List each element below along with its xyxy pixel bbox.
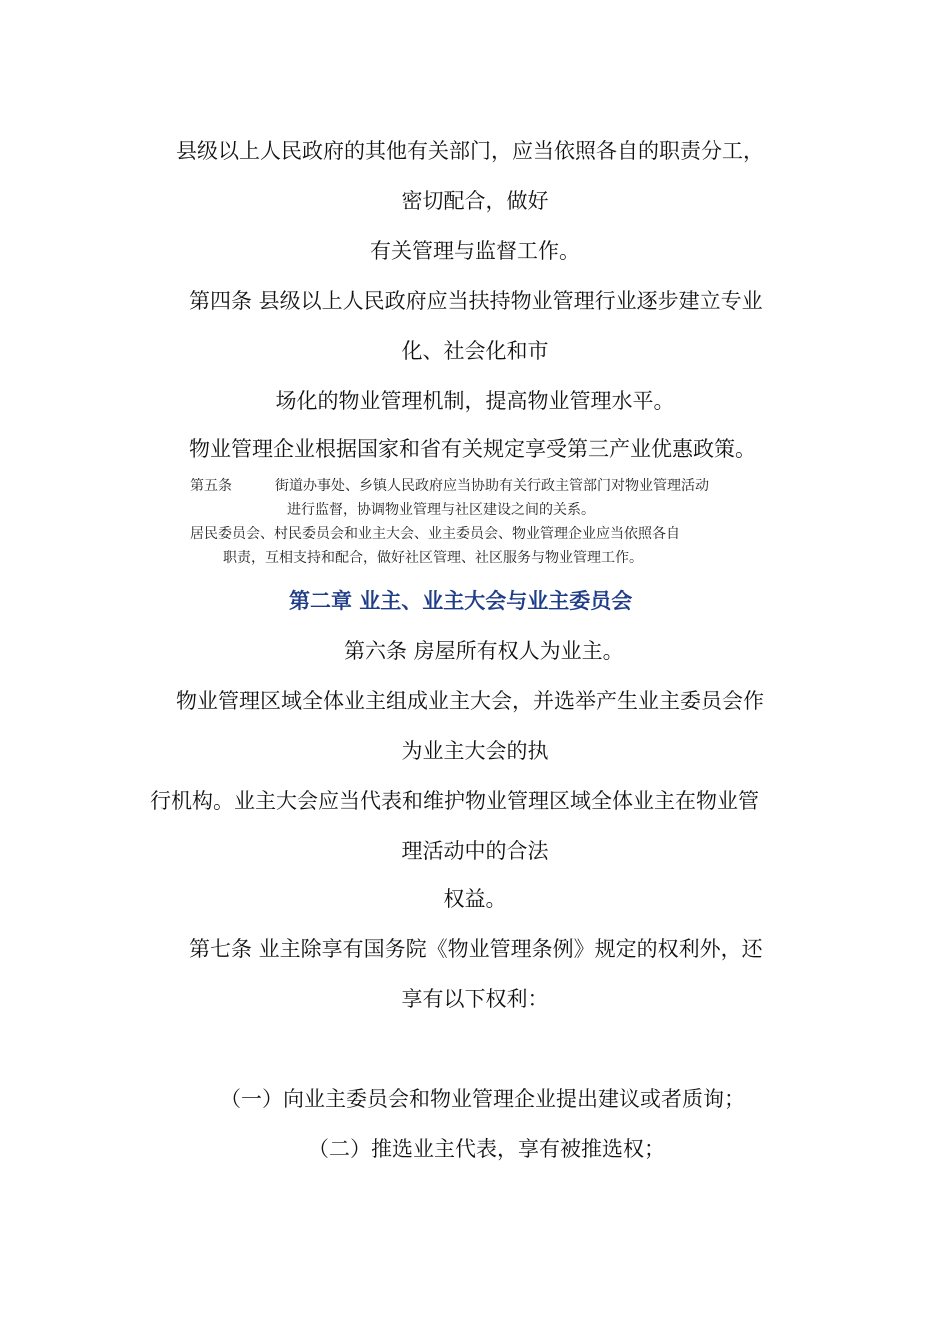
article-5-label: 第五条 [190, 478, 232, 494]
text-line: 物业管理企业根据国家和省有关规定享受第三产业优惠政策。 [189, 437, 756, 461]
text-line: 进行监督，协调物业管理与社区建设之间的关系。 [287, 502, 595, 518]
text-line: 居民委员会、村民委员会和业主大会、业主委员会、物业管理企业应当依照各自 [190, 526, 680, 542]
list-item: （二）推选业主代表，享有被推选权； [308, 1137, 665, 1161]
text-line: 行机构。业主大会应当代表和维护物业管理区域全体业主在物业管 [150, 789, 759, 813]
article-6-line: 第六条 房屋所有权人为业主。 [344, 639, 624, 663]
text-line: 密切配合，做好 [401, 189, 549, 213]
list-item: （一）向业主委员会和物业管理企业提出建议或者质询； [220, 1087, 745, 1111]
text-line: 理活动中的合法 [401, 839, 549, 863]
article-4-line: 第四条 县级以上人民政府应当扶持物业管理行业逐步建立专业 [189, 289, 763, 313]
text-line: 场化的物业管理机制，提高物业管理水平。 [275, 389, 675, 413]
text-line: 权益。 [443, 887, 507, 911]
text-line: 化、社会化和市 [401, 339, 549, 363]
text-line: 为业主大会的执 [401, 739, 549, 763]
text-line: 物业管理区域全体业主组成业主大会，并选举产生业主委员会作 [176, 689, 764, 713]
chapter-heading: 第二章 业主、业主大会与业主委员会 [289, 589, 633, 613]
article-5-text: 街道办事处、乡镇人民政府应当协助有关行政主管部门对物业管理活动 [275, 478, 709, 494]
text-line: 有关管理与监督工作。 [370, 239, 580, 263]
article-7-line: 第七条 业主除享有国务院《物业管理条例》规定的权利外，还 [189, 937, 763, 961]
text-line: 职责，互相支持和配合，做好社区管理、社区服务与物业管理工作。 [223, 550, 643, 566]
text-line: 县级以上人民政府的其他有关部门，应当依照各自的职责分工， [176, 139, 764, 163]
text-line: 享有以下权利： [401, 987, 549, 1011]
